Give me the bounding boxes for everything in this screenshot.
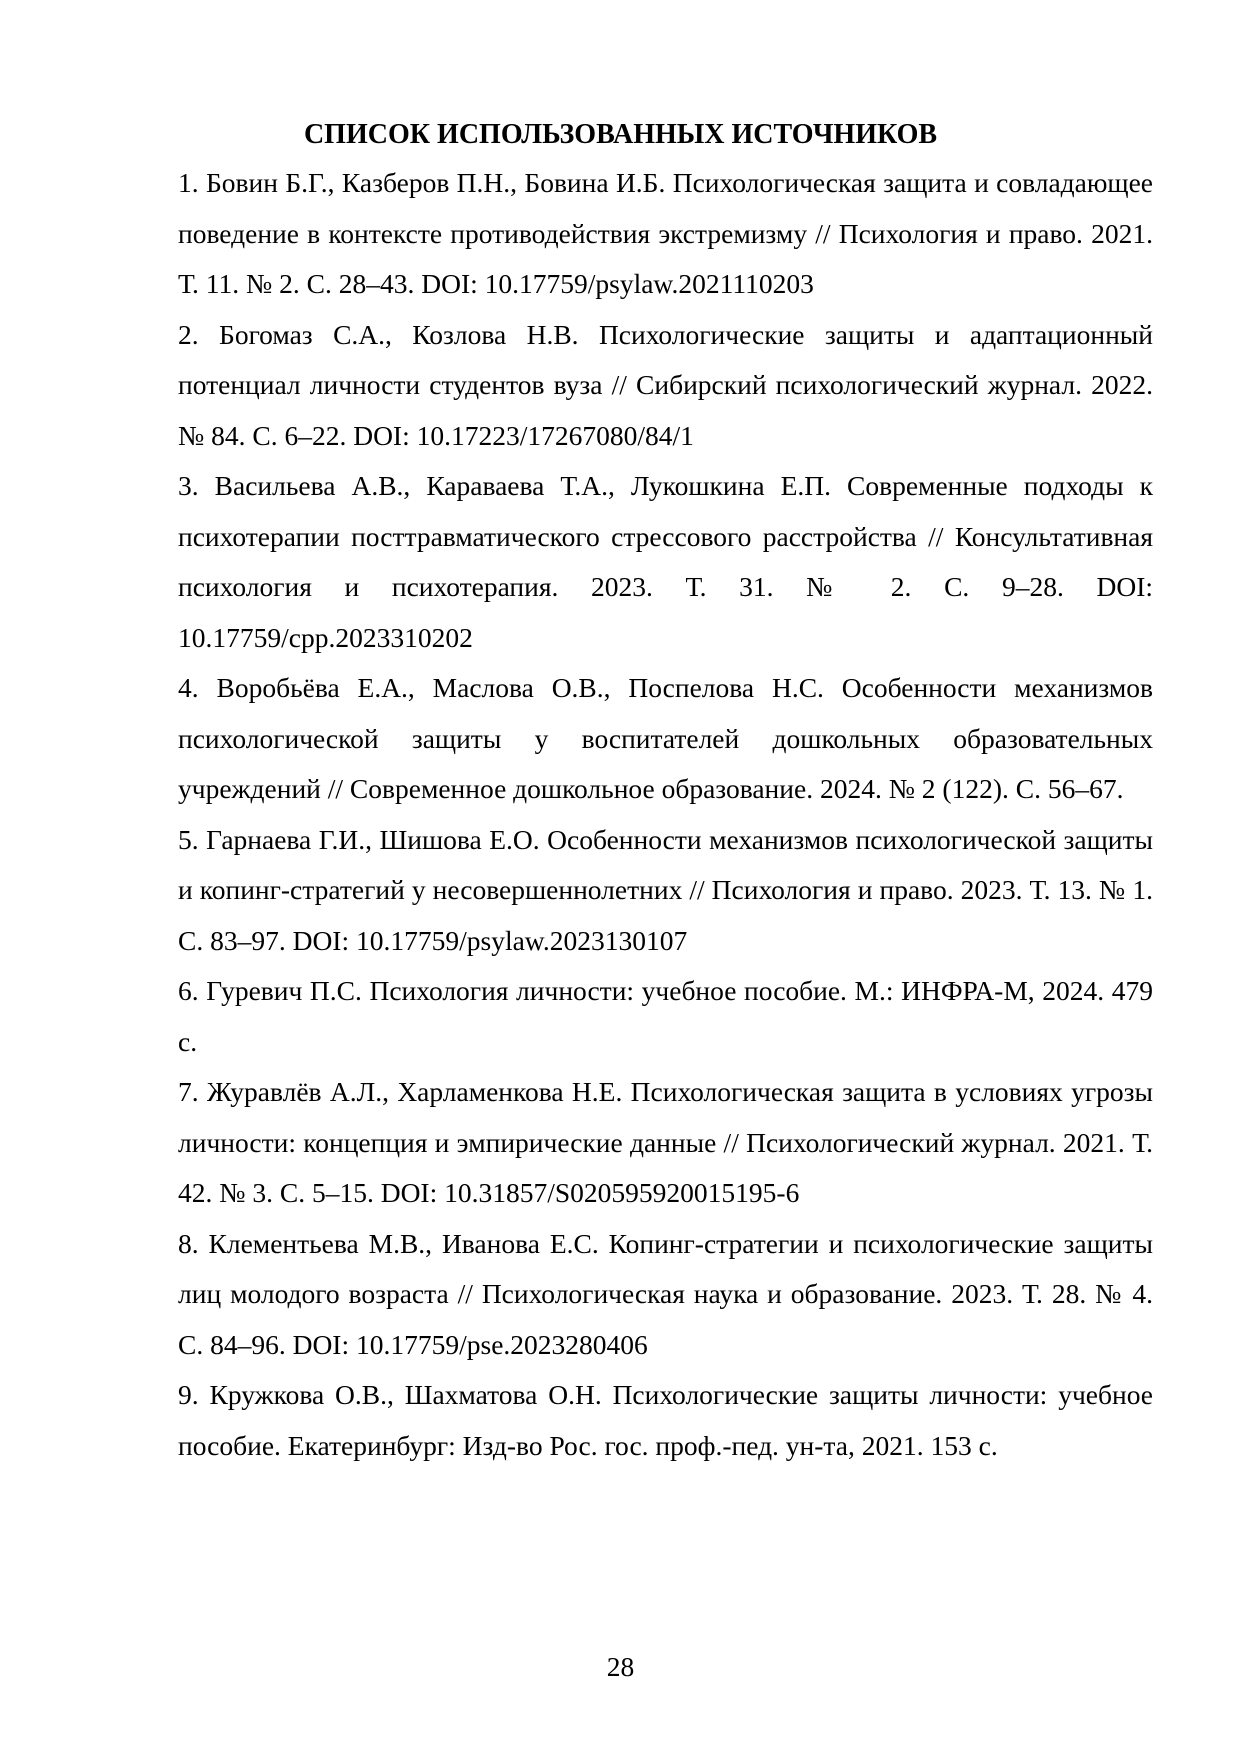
reference-item-9: 9. Кружкова О.В., Шахматова О.Н. Психологические защиты личности: учебное пособие. Екатеринбург: Изд-во Рос. гос. проф.-пед. ун-та, 2021. 153 с. (178, 1379, 1153, 1461)
reference-item-3: 3. Васильева А.В., Караваева Т.А., Лукошкина Е.П. Современные подходы к психотерапии посттравматического стрессового расстройства // Консультативная психология и психотерапия. 2023. Т. 31. № 2. С. 9–28. DOI: 10.17759/cpp.2023310202 (178, 470, 1153, 653)
page-title: СПИСОК ИСПОЛЬЗОВАННЫХ ИСТОЧНИКОВ (303, 119, 938, 150)
references-list (178, 158, 1153, 1471)
reference-item-5: 5. Гарнаева Г.И., Шишова Е.О. Особенности механизмов психологической защиты и копинг-стратегий у несовершеннолетних // Психология и право. 2023. Т. 13. № 1. С. 83–97. DOI: 10.17759/psylaw.2023130107 (178, 823, 1153, 956)
reference-item-6: 6. Гуревич П.С. Психология личности: учебное пособие. М.: ИНФРА-М, 2024. 479 с. (178, 975, 1153, 1057)
reference-item-8: 8. Клементьева М.В., Иванова Е.С. Копинг-стратегии и психологические защиты лиц молодого возраста // Психологическая наука и образование. 2023. Т. 28. № 4. С. 84–96. DOI: 10.17759/pse.2023280406 (178, 1227, 1153, 1360)
reference-item-4: 4. Воробьёва Е.А., Маслова О.В., Поспелова Н.С. Особенности механизмов психологической защиты у воспитателей дошкольных образовательных учреждений // Современное дошкольное образование. 2024. № 2 (122). С. 56–67. (178, 672, 1153, 804)
reference-item-2: 2. Богомаз С.А., Козлова Н.В. Психологические защиты и адаптационный потенциал личности студентов вуза // Сибирский психологический журнал. 2022. № 84. С. 6–22. DOI: 10.17223/17267080/84/1 (178, 318, 1153, 451)
reference-item-1: 1. Бовин Б.Г., Казберов П.Н., Бовина И.Б. Психологическая защита и совладающее поведение в контексте противодействия экстремизму // Психология и право. 2021. Т. 11. № 2. С. 28–43. DOI: 10.17759/psylaw.2021110203 (178, 167, 1153, 299)
page-number: 28 (606, 1651, 635, 1682)
reference-item-7: 7. Журавлёв А.Л., Харламенкова Н.Е. Психологическая защита в условиях угрозы личности: концепция и эмпирические данные // Психологический журнал. 2021. Т. 42. № 3. С. 5–15. DOI: 10.31857/S020595920015195-6 (178, 1076, 1153, 1208)
